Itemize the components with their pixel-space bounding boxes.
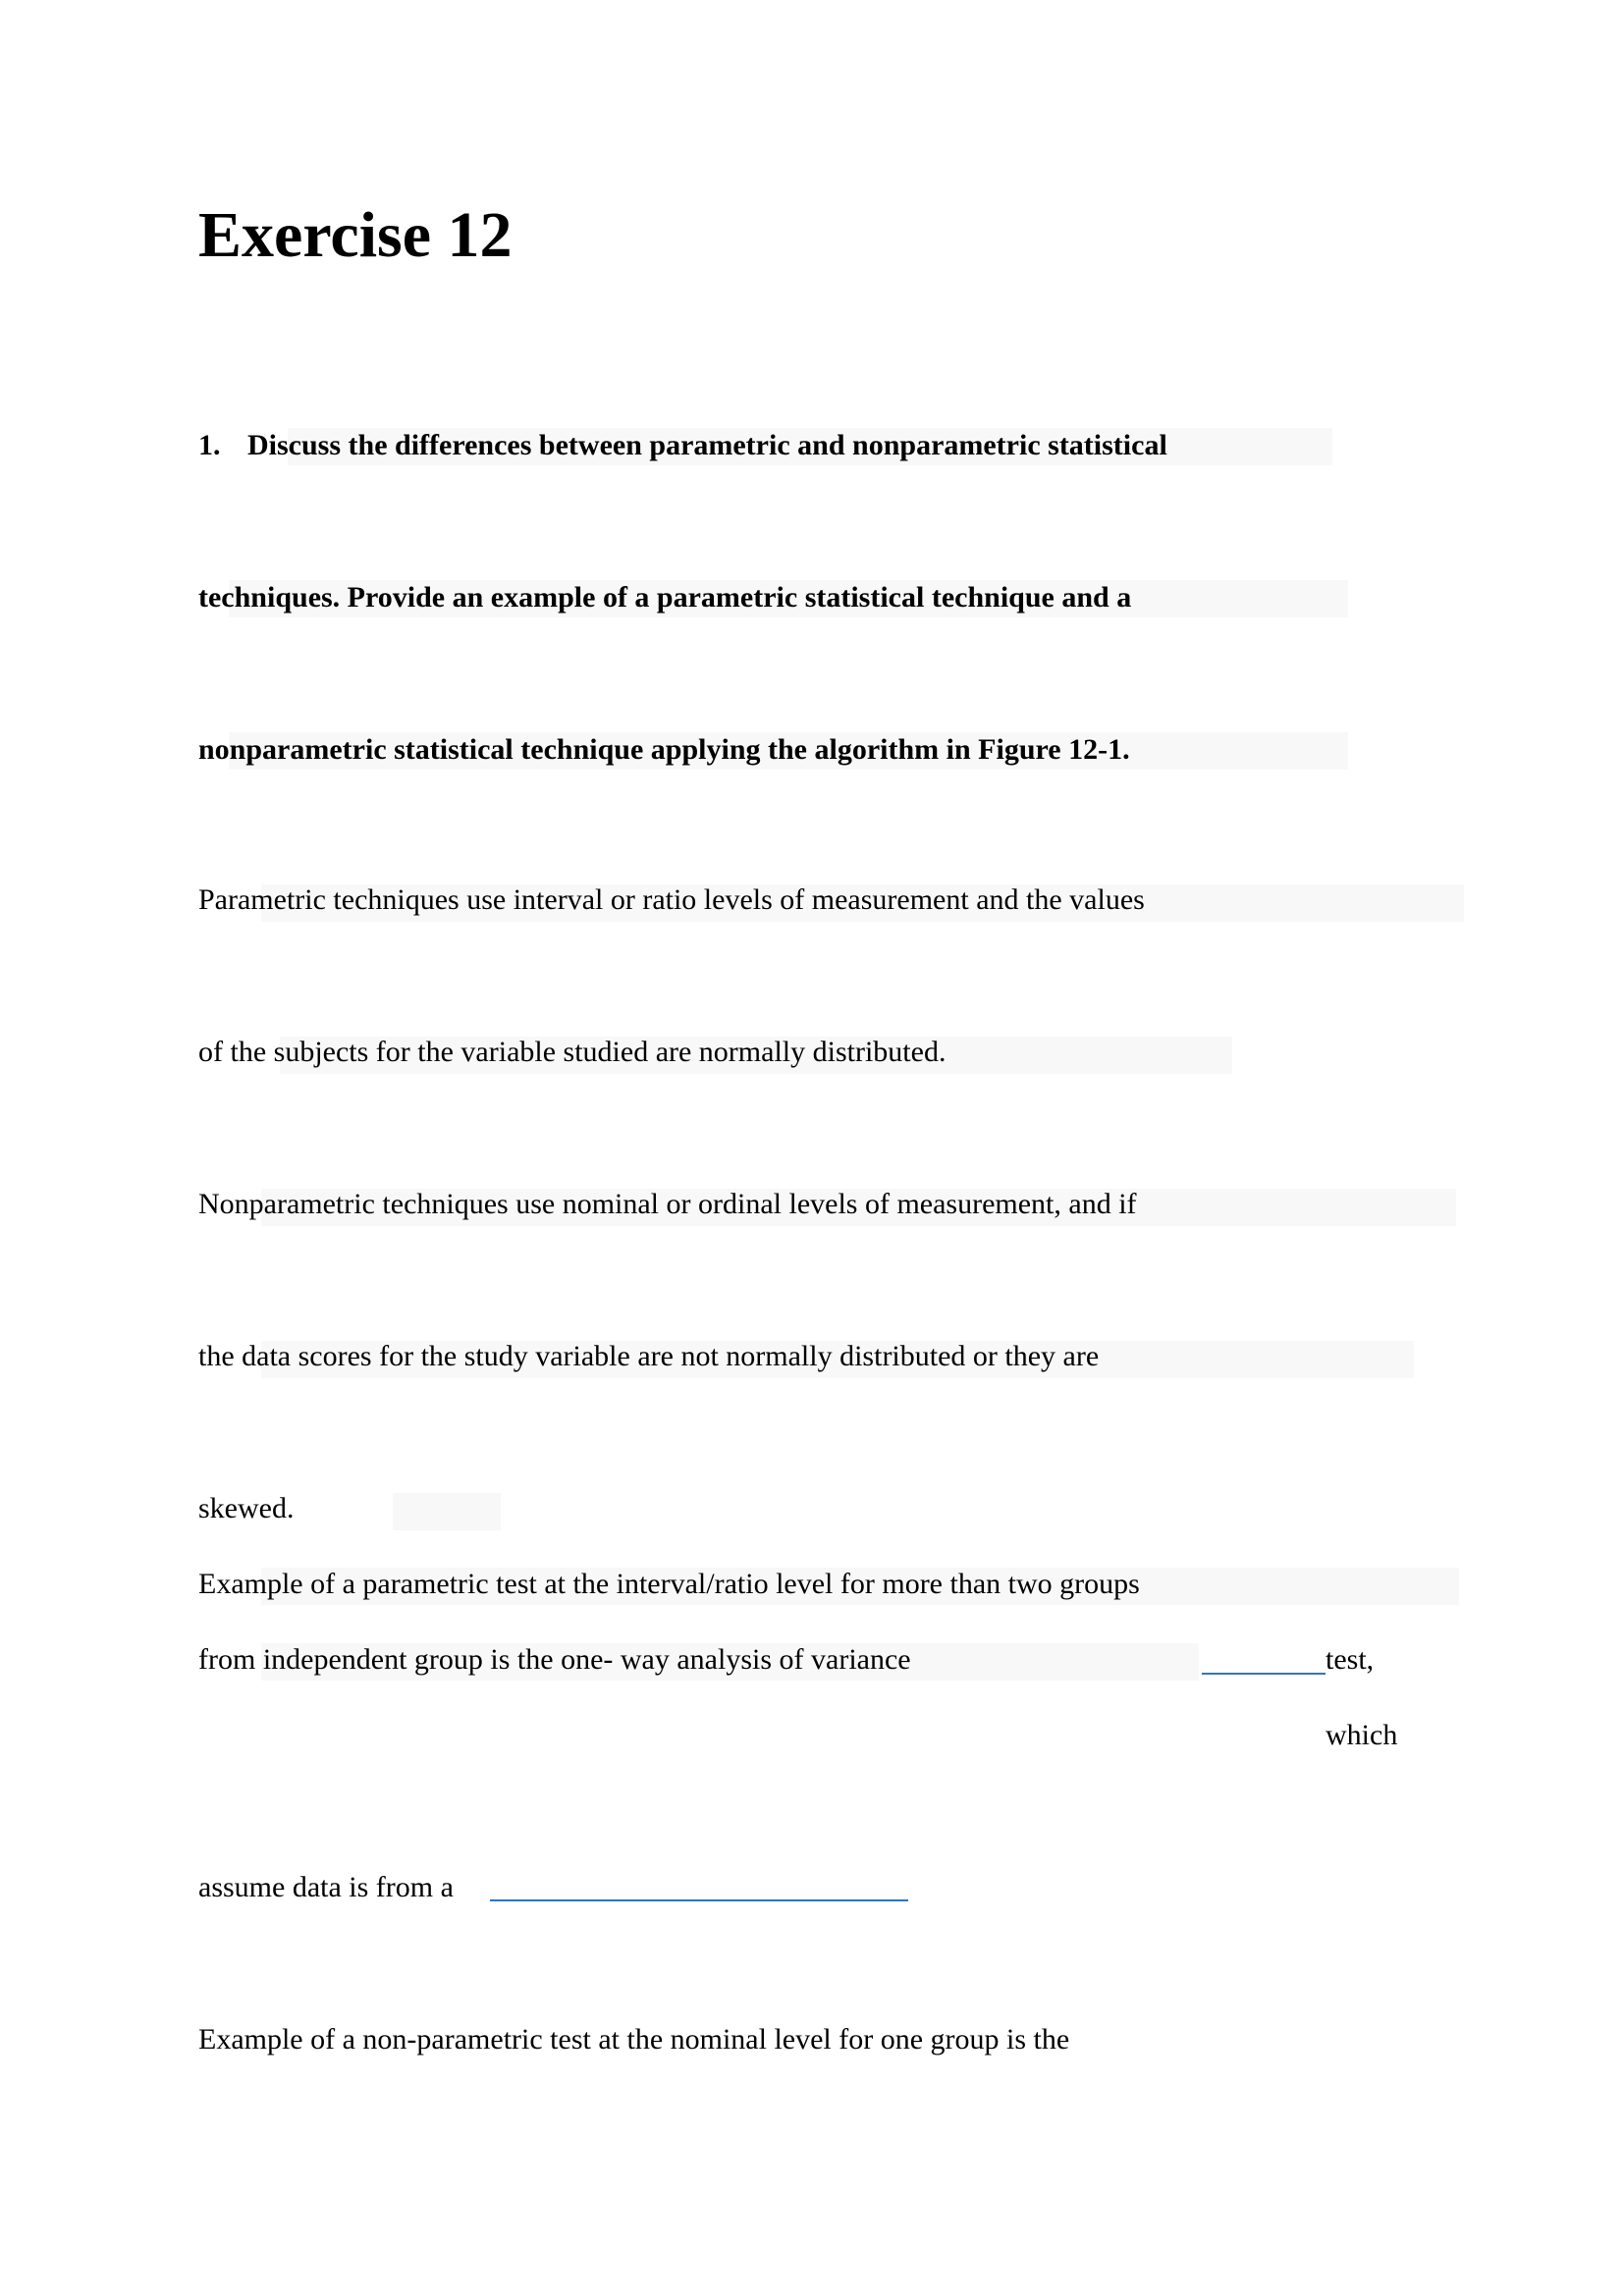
answer-line: of the subjects for the variable studied are normally distributed. [198, 1036, 947, 1068]
fill-in-blank[interactable] [490, 1899, 908, 1901]
question-line: techniques. Provide an example of a parametric statistical technique and a [198, 581, 1132, 614]
answer-line: Parametric techniques use interval or ratio levels of measurement and the values [198, 883, 1145, 916]
answer-line: assume data is from a [198, 1871, 454, 1903]
text-highlight [393, 1493, 501, 1530]
answer-line: Example of a non-parametric test at the nominal level for one group is the [198, 2023, 1070, 2056]
question-text: Discuss the differences between parametric and nonparametric statistical [247, 429, 1167, 461]
question-line: nonparametric statistical technique applying the algorithm in Figure 12-1. [198, 733, 1130, 766]
answer-line: skewed. [198, 1492, 295, 1524]
answer-text-which: which [1325, 1719, 1398, 1751]
answer-text-test: test, [1325, 1643, 1375, 1676]
question-number: 1. [198, 429, 221, 461]
answer-line: Example of a parametric test at the interval/ratio level for more than two groups [198, 1568, 1140, 1600]
answer-line: from independent group is the one- way analysis of variance [198, 1643, 911, 1676]
question-line [198, 428, 1167, 463]
answer-line: the data scores for the study variable are not normally distributed or they are [198, 1340, 1100, 1372]
page-title: Exercise 12 [198, 199, 513, 271]
fill-in-blank[interactable] [1202, 1673, 1325, 1675]
answer-line: Nonparametric techniques use nominal or ordinal levels of measurement, and if [198, 1188, 1137, 1220]
